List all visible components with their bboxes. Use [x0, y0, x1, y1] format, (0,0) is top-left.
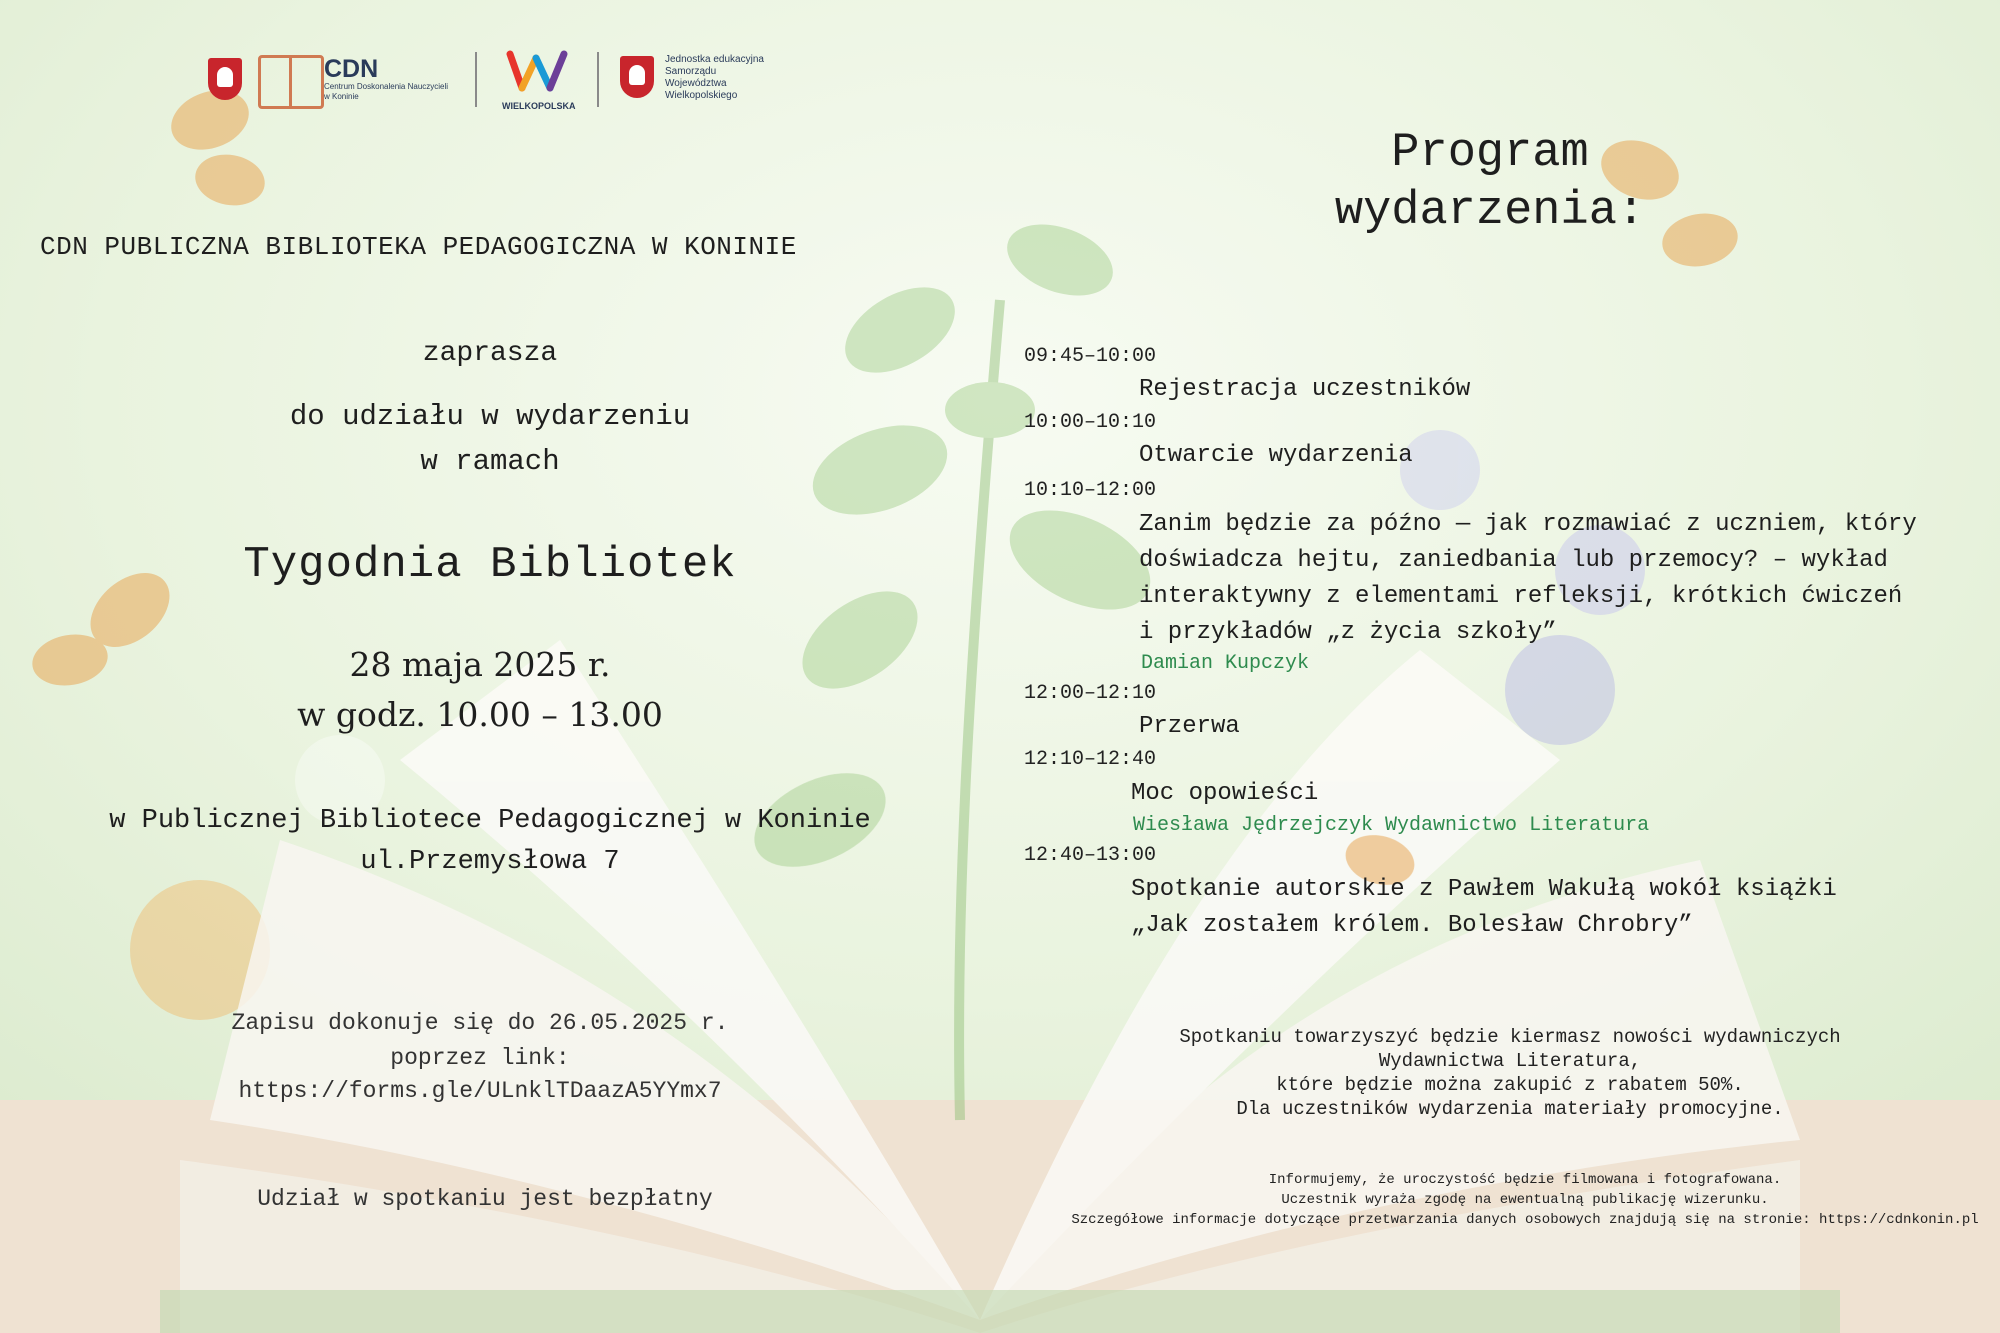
book-fair-note [1110, 1025, 1910, 1121]
program-activity-5: Moc opowieści [1131, 780, 1319, 807]
logo-divider-2 [597, 52, 599, 107]
program-time-3: 10:10–12:00 [1024, 479, 1157, 502]
fair-line-2: Wydawnictwa Literatura, [1378, 1050, 1642, 1072]
activity-6-line-2: „Jak zostałem królem. Bolesław Chrobry” [1131, 912, 1693, 939]
event-hours: w godz. 10.00 – 13.00 [297, 695, 663, 734]
invitation-line-2: w ramach [420, 445, 560, 478]
jednostka-line-2: Samorządu [665, 66, 717, 77]
fair-line-4: Dla uczestników wydarzenia materiały promocyjne. [1236, 1098, 1784, 1120]
org-heading: CDN PUBLICZNA BIBLIOTEKA PEDAGOGICZNA W KONINIE [40, 232, 797, 262]
jednostka-line-3: Województwa [665, 78, 727, 89]
jednostka-line-4: Wielkopolskiego [665, 90, 738, 101]
cdn-logo-text [324, 56, 448, 102]
wielkopolska-crest-logo [208, 58, 242, 100]
samorzad-crest-logo [620, 56, 654, 98]
signup-link[interactable]: https://forms.gle/ULnklTDaazA5YYmx7 [238, 1078, 722, 1104]
notice-line-1: Informujemy, że uroczystość będzie filmowana i fotografowana. [1268, 1172, 1782, 1188]
fair-line-3: które będzie można zakupić z rabatem 50%. [1276, 1074, 1744, 1096]
wielkopolska-logo-text: WIELKOPOLSKA [502, 101, 576, 111]
invitation-line-1: do udziału w wydarzeniu [289, 400, 691, 433]
fair-line-1: Spotkaniu towarzyszyć będzie kiermasz nowości wydawniczych [1179, 1026, 1841, 1048]
program-activity-4: Przerwa [1139, 713, 1240, 740]
program-time-2: 10:00–10:10 [1024, 411, 1157, 434]
program-speaker-5: Wiesława Jędrzejczyk Wydawnictwo Literatura [1133, 814, 1650, 837]
program-speaker-3: Damian Kupczyk [1141, 652, 1310, 675]
recording-notice [1060, 1170, 1990, 1230]
logo-divider [475, 52, 477, 107]
program-time-5: 12:10–12:40 [1024, 748, 1157, 771]
program-activity-1: Rejestracja uczestników [1139, 376, 1471, 403]
signup-link-label: poprzez link: [390, 1045, 570, 1071]
program-title [1260, 125, 1720, 241]
signup-deadline: Zapisu dokonuje się do 26.05.2025 r. [231, 1010, 729, 1036]
activity-3-line-1: Zanim będzie za późno — jak rozmawiać z uczniem, który [1139, 511, 1917, 538]
cdn-subtitle-2: w Koninie [324, 92, 359, 101]
cdn-name: CDN [324, 55, 379, 83]
jednostka-line-1: Jednostka edukacyjna [665, 54, 764, 65]
activity-3-line-3: interaktywny z elementami refleksji, krótkich ćwiczeń [1139, 583, 1903, 610]
wielkopolska-w-logo [506, 48, 570, 96]
cdn-book-logo [258, 55, 324, 109]
activity-6-line-1: Spotkanie autorskie z Pawłem Wakułą wokół książki [1131, 876, 1837, 903]
activity-3-line-4: i przykładów „z życia szkoły” [1139, 619, 1557, 646]
program-activity-3 [1139, 507, 1917, 651]
notice-line-3: Szczegółowe informacje dotyczące przetwarzania danych osobowych znajdują się na stronie: https://cdnkonin.pl [1071, 1212, 1979, 1228]
notice-line-2: Uczestnik wyraża zgodę na ewentualną publikację wizerunku. [1281, 1192, 1769, 1208]
program-time-1: 09:45–10:00 [1024, 345, 1157, 368]
event-date: 28 maja 2025 r. [349, 645, 611, 684]
jednostka-logo-text [665, 54, 764, 102]
activity-3-line-2: doświadcza hejtu, zaniedbania lub przemocy? – wykład [1139, 547, 1888, 574]
program-time-4: 12:00–12:10 [1024, 682, 1157, 705]
cdn-subtitle-1: Centrum Doskonalenia Nauczycieli [324, 82, 449, 91]
event-title: Tygodnia Bibliotek [243, 540, 737, 590]
invites-text: zaprasza [422, 338, 558, 369]
program-title-line-1: Program [1391, 127, 1589, 180]
program-time-6: 12:40–13:00 [1024, 844, 1157, 867]
program-activity-2: Otwarcie wydarzenia [1139, 442, 1413, 469]
event-place: w Publicznej Bibliotece Pedagogicznej w Koninie [109, 806, 871, 836]
event-address: ul.Przemysłowa 7 [360, 847, 620, 877]
free-entry-note: Udział w spotkaniu jest bezpłatny [257, 1186, 713, 1212]
program-title-line-2: wydarzenia: [1334, 185, 1646, 238]
program-activity-6 [1131, 872, 1837, 944]
